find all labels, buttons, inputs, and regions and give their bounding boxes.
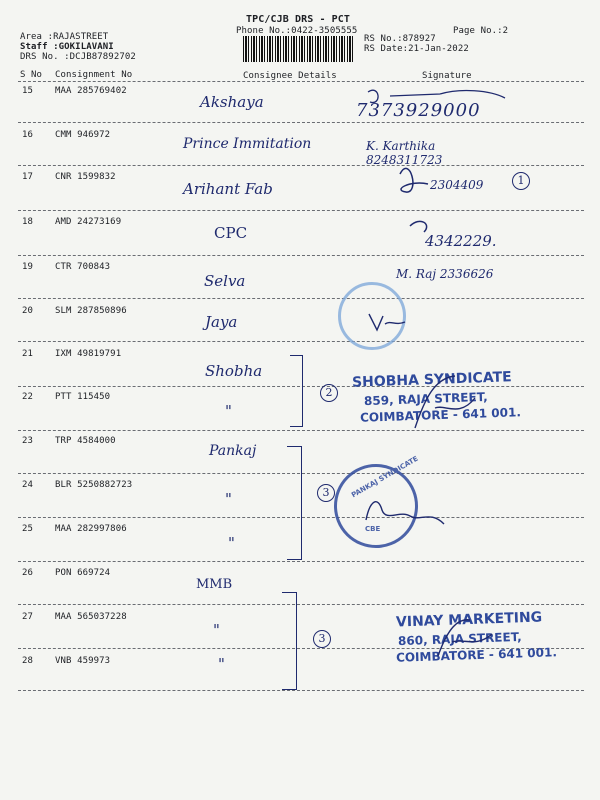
sheet-title: TPC/CJB DRS - PCT [246, 14, 351, 25]
consignee-name: Akshaya [200, 93, 264, 111]
consignee-name: Prince Immitation [183, 136, 312, 152]
consignee-name: Jaya [205, 313, 238, 331]
consignee-name: CPC [214, 224, 248, 242]
row-sno: 26 [22, 568, 34, 578]
ditto-mark: " [228, 534, 235, 552]
signature-strokes [430, 608, 500, 662]
row-sno: 15 [22, 86, 34, 96]
row-consignment: VNB 459973 [55, 656, 111, 666]
ditto-mark: " [225, 490, 232, 508]
consignee-name: Arihant Fab [183, 180, 273, 198]
ditto-mark: " [218, 655, 225, 673]
row-consignment: PON 669724 [55, 568, 111, 578]
area-label: Area :RAJASTREET [20, 32, 109, 42]
signature: M. Raj 2336626 [396, 267, 494, 281]
consignee-name: Pankaj [209, 443, 257, 459]
signature-strokes [405, 368, 485, 438]
row-sno: 19 [22, 262, 34, 272]
stamp-name: PANKAJ SYNDICATE [350, 454, 420, 500]
row-divider [18, 690, 584, 691]
row-sno: 16 [22, 130, 34, 140]
row-consignment: SLM 287850896 [55, 306, 127, 316]
row-consignment: PTT 115450 [55, 392, 111, 402]
consignee-name: Selva [204, 272, 246, 290]
row-sno: 17 [22, 172, 34, 182]
row-sno: 27 [22, 612, 34, 622]
row-consignment: IXM 49819791 [55, 349, 122, 359]
phone-number: Phone No.:0422-3505555 [236, 26, 358, 36]
stamp-name: SHOBHA SYNDICATE [351, 369, 512, 391]
row-consignment: MAA 282997806 [55, 524, 127, 534]
circled-mark: 3 [317, 484, 335, 502]
stamp-city: COIMBATORE - 641 001. [359, 405, 522, 425]
signature: 4342229. [425, 232, 497, 250]
row-sno: 24 [22, 480, 34, 490]
row-sno: 28 [22, 656, 34, 666]
rs-number: RS No.:878927 [364, 34, 436, 44]
stamp-address: 860, RAJA STREET, [397, 629, 522, 649]
consignee-name: Shobha [205, 362, 263, 380]
header-divider [18, 81, 584, 82]
ditto-mark: " [225, 402, 232, 420]
row-consignment: TRP 4584000 [55, 436, 116, 446]
signature-strokes [360, 490, 450, 530]
ditto-mark: " [213, 621, 220, 639]
drs-number: DRS No. :DCJB87892702 [20, 52, 136, 62]
stamp-city: CBE [365, 525, 381, 533]
row-sno: 23 [22, 436, 34, 446]
barcode [243, 36, 355, 62]
group-bracket [282, 592, 297, 690]
row-consignment: MAA 565037228 [55, 612, 127, 622]
row-consignment: CMM 946972 [55, 130, 111, 140]
col-sno: S No [20, 70, 43, 80]
row-sno: 22 [22, 392, 34, 402]
row-sno: 21 [22, 349, 34, 359]
stamp-city: COIMBATORE - 641 001. [395, 645, 558, 665]
row-sno: 25 [22, 524, 34, 534]
row-divider [18, 604, 584, 605]
row-divider [18, 341, 584, 342]
page-number: Page No.:2 [453, 26, 509, 36]
stamp-name: VINAY MARKETING [395, 609, 543, 631]
circled-mark: 1 [512, 172, 530, 190]
group-bracket [290, 355, 303, 427]
row-divider [18, 430, 584, 431]
row-consignment: BLR 5250882723 [55, 480, 133, 490]
signature: 2304409 [430, 178, 484, 192]
signature: K. Karthika 8248311723 [366, 139, 443, 167]
row-sno: 20 [22, 306, 34, 316]
circled-mark: 2 [320, 384, 338, 402]
consignee-name: MMB [196, 577, 233, 592]
group-bracket [287, 446, 302, 560]
row-sno: 18 [22, 217, 34, 227]
row-consignment: AMD 24273169 [55, 217, 122, 227]
signature: 7373929000 [356, 100, 481, 121]
col-signature: Signature [422, 71, 472, 81]
row-consignment: MAA 285769402 [55, 86, 127, 96]
staff-label: Staff :GOKILAVANI [20, 42, 114, 52]
row-divider [18, 561, 584, 562]
stamp-address: 859, RAJA STREET, [363, 389, 488, 409]
col-consignment: Consignment No [55, 70, 133, 80]
row-divider [18, 298, 584, 299]
signature-strokes [365, 310, 415, 336]
signature-strokes [340, 84, 540, 234]
row-consignment: CNR 1599832 [55, 172, 116, 182]
row-divider [18, 255, 584, 256]
rs-date: RS Date:21-Jan-2022 [364, 44, 469, 54]
row-consignment: CTR 700843 [55, 262, 111, 272]
col-consignee: Consignee Details [243, 71, 337, 81]
circled-mark: 3 [313, 630, 331, 648]
